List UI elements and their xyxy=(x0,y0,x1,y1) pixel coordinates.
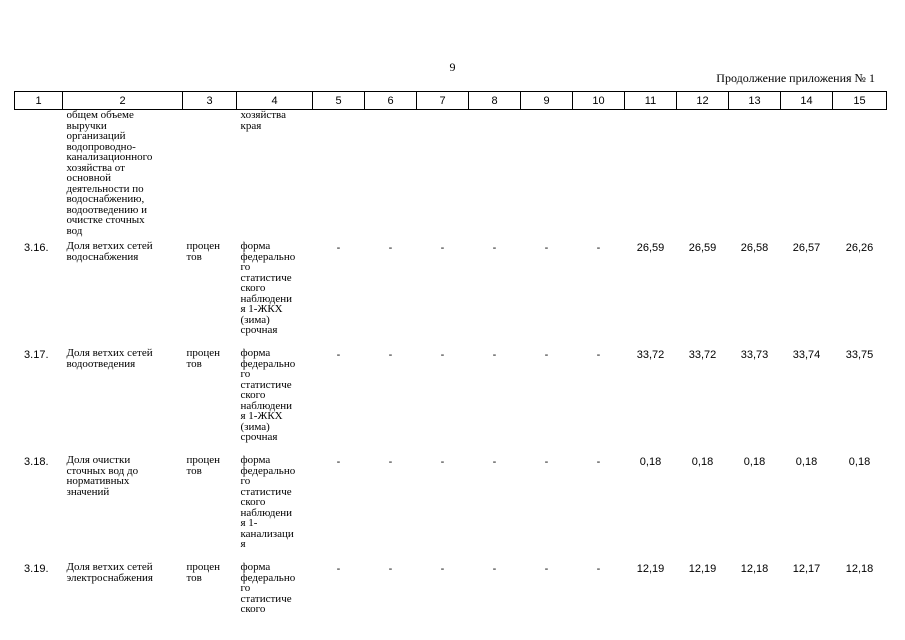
indicator-name: Доля ветхих сетей водоснабжения xyxy=(66,240,153,263)
value-cell: - xyxy=(596,349,601,361)
data-source: форма федерально го статистиче ского наблюдени я 1- канализаци я xyxy=(240,454,296,550)
value-cell: - xyxy=(388,349,393,361)
value-cell: - xyxy=(544,563,549,575)
value-cell: - xyxy=(388,242,393,254)
column-header: 13 xyxy=(729,92,781,110)
table-row xyxy=(15,345,887,452)
value-cell: 33,73 xyxy=(740,349,769,361)
table-row xyxy=(15,559,887,633)
value-cell: 33,72 xyxy=(636,349,665,361)
table-header-row xyxy=(15,92,887,110)
value-cell: 12,18 xyxy=(740,563,769,575)
column-header: 1 xyxy=(15,92,63,110)
value-cell: - xyxy=(388,456,393,468)
unit: процен тов xyxy=(186,561,221,584)
value-cell: - xyxy=(492,349,497,361)
value-cell: 12,19 xyxy=(636,563,665,575)
indicators-table xyxy=(14,91,887,633)
value-cell: - xyxy=(596,563,601,575)
value-cell: 26,58 xyxy=(740,242,769,254)
continuation-label: Продолжение приложения № 1 xyxy=(716,71,875,85)
indicator-name: Доля ветхих сетей водоотведения xyxy=(66,347,153,370)
value-cell: 0,18 xyxy=(639,456,662,468)
value-cell: 33,75 xyxy=(845,349,874,361)
value-cell: - xyxy=(336,456,341,468)
column-header: 11 xyxy=(625,92,677,110)
column-header: 12 xyxy=(677,92,729,110)
value-cell: - xyxy=(544,349,549,361)
value-cell: - xyxy=(440,456,445,468)
value-cell: 0,18 xyxy=(691,456,714,468)
value-cell: - xyxy=(492,242,497,254)
value-cell: 26,57 xyxy=(792,242,821,254)
value-cell: 33,72 xyxy=(688,349,717,361)
value-cell: 26,26 xyxy=(845,242,874,254)
value-cell: 33,74 xyxy=(792,349,821,361)
value-cell: 12,18 xyxy=(845,563,874,575)
value-cell: - xyxy=(388,563,393,575)
row-number: 3.17. xyxy=(24,349,49,361)
table-row xyxy=(15,452,887,559)
column-header: 7 xyxy=(417,92,469,110)
indicator-name: общем объеме выручки организаций водопроводно- канализационного хозяйства от основной деятельности по водоснабжению, водоотведению и очистке сточных вод xyxy=(66,109,153,237)
value-cell: - xyxy=(544,242,549,254)
value-cell: - xyxy=(596,456,601,468)
column-header: 9 xyxy=(521,92,573,110)
value-cell: - xyxy=(440,349,445,361)
table-row xyxy=(15,238,887,345)
data-source: форма федерально го статистиче ского наблюдени я 1-ЖКХ (зима) срочная xyxy=(240,240,296,336)
row-number: 3.18. xyxy=(24,456,49,468)
value-cell: 12,17 xyxy=(792,563,821,575)
value-cell: 12,19 xyxy=(688,563,717,575)
indicator-name: Доля очистки сточных вод до нормативных значений xyxy=(66,454,139,498)
value-cell: 26,59 xyxy=(636,242,665,254)
data-source: форма федерально го статистиче ского наблюдени я 1-ЖКХ (зима) срочная xyxy=(240,347,296,443)
value-cell: - xyxy=(440,563,445,575)
value-cell: - xyxy=(544,456,549,468)
value-cell: - xyxy=(336,242,341,254)
column-header: 4 xyxy=(237,92,313,110)
unit: процен тов xyxy=(186,240,221,263)
value-cell: - xyxy=(336,563,341,575)
column-header: 5 xyxy=(313,92,365,110)
data-source: форма федерально го статистиче ского xyxy=(240,561,296,615)
row-number: 3.16. xyxy=(24,242,49,254)
row-number: 3.19. xyxy=(24,563,49,575)
value-cell: 0,18 xyxy=(848,456,871,468)
column-header: 10 xyxy=(573,92,625,110)
value-cell: - xyxy=(492,563,497,575)
value-cell: - xyxy=(596,242,601,254)
column-header: 15 xyxy=(833,92,887,110)
value-cell: 26,59 xyxy=(688,242,717,254)
column-header: 3 xyxy=(183,92,237,110)
indicator-name: Доля ветхих сетей электроснабжения xyxy=(66,561,153,584)
value-cell: - xyxy=(336,349,341,361)
column-header: 8 xyxy=(469,92,521,110)
column-header: 2 xyxy=(63,92,183,110)
value-cell: - xyxy=(440,242,445,254)
value-cell: - xyxy=(492,456,497,468)
data-source: хозяйства края xyxy=(240,109,286,132)
unit: процен тов xyxy=(186,347,221,370)
table-row-continued xyxy=(15,110,887,239)
column-header: 14 xyxy=(781,92,833,110)
value-cell: 0,18 xyxy=(743,456,766,468)
unit: процен тов xyxy=(186,454,221,477)
column-header: 6 xyxy=(365,92,417,110)
page-number: 9 xyxy=(449,60,456,74)
value-cell: 0,18 xyxy=(795,456,818,468)
